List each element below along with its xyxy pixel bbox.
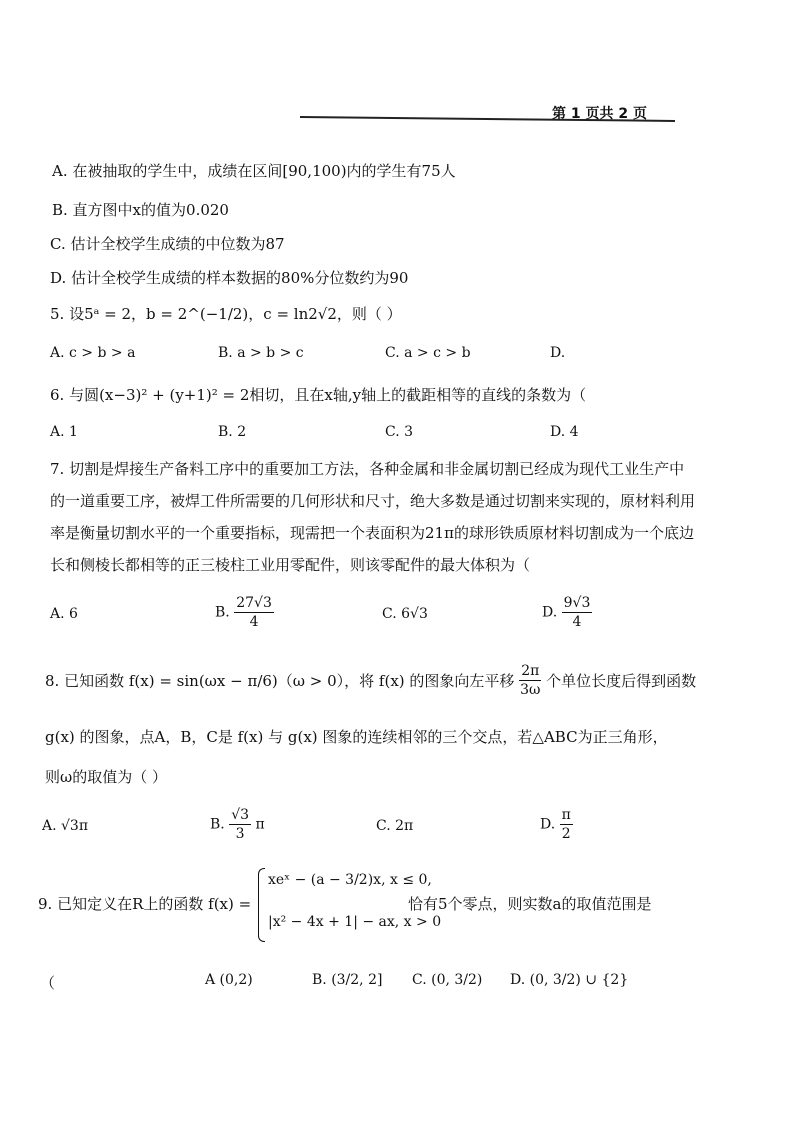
q7-option-d-label: D.: [542, 604, 558, 621]
q9-stem-b: 恰有5个零点，则实数a的取值范围是: [408, 895, 652, 913]
q8-option-a: A. √3π: [42, 818, 89, 834]
q6-stem: 6. 与圆(x−3)² + (y+1)² = 2相切，且在x轴,y轴上的截距相等的直线的条数为（: [50, 386, 587, 404]
q7-option-d-fraction: [562, 594, 593, 631]
q8-option-b-denominator: 3: [235, 826, 245, 842]
q8-line-1-part-a: 8. 已知函数 f(x) = sin(ωx − π/6)（ω > 0），将 f(x) 的图象向左平移: [45, 672, 515, 690]
q8-line-3: 则ω的取值为（ ）: [45, 768, 168, 786]
q5-option-d: D.: [550, 345, 566, 361]
q8-option-b-label: B.: [210, 816, 225, 833]
q4-option-c: C. 估计全校学生成绩的中位数为87: [50, 235, 285, 253]
q4-option-d: D. 估计全校学生成绩的样本数据的80%分位数约为90: [50, 269, 409, 287]
q6-option-c: C. 3: [385, 424, 414, 440]
q8-option-d: [540, 806, 573, 843]
q7-option-b-numerator: 27√3: [236, 595, 272, 611]
q7-option-b-label: B.: [215, 604, 230, 621]
q8-option-d-numerator: π: [561, 807, 571, 823]
q7-option-a: A. 6: [50, 606, 78, 622]
q9-piece-2: |x² − 4x + 1| − ax, x > 0: [268, 914, 442, 930]
q9-piece-1: xeˣ − (a − 3/2)x, x ≤ 0,: [268, 872, 432, 888]
q8-option-b-fraction: [229, 806, 251, 843]
q7-line-2: 的一道重要工序，被焊工件所需要的几何形状和尺寸，绝大多数是通过切割来实现的，原材料利用: [50, 492, 696, 510]
q8-line-2: g(x) 的图象，点A，B，C是 f(x) 与 g(x) 图象的连续相邻的三个交点，若△ABC为正三角形，: [45, 728, 668, 746]
q9-stem-a: 9. 已知定义在R上的函数 f(x) =: [38, 895, 252, 913]
q7-option-c: C. 6√3: [382, 606, 428, 622]
q7-option-d: [542, 594, 592, 631]
q7-option-b: [215, 594, 274, 631]
q7-option-d-numerator: 9√3: [563, 595, 591, 611]
q9-option-b: B. (3/2, 2]: [312, 972, 383, 988]
q4-option-b: B. 直方图中x的值为0.020: [52, 201, 229, 219]
q8-line-1: [45, 662, 696, 699]
q8-option-b-numerator: √3: [231, 807, 250, 823]
q7-line-1: 7. 切割是焊接生产备料工序中的重要加工方法，各种金属和非金属切割已经成为现代工业生产中: [50, 460, 685, 478]
q8-shift-denominator: 3ω: [520, 682, 541, 698]
q7-line-3: 率是衡量切割水平的一个重要指标，现需把一个表面积为21π的球形铁质原材料切割成为一个底边: [50, 524, 694, 542]
q8-line-1-part-b: 个单位长度后得到函数: [546, 672, 697, 690]
q9-paren: （: [40, 974, 56, 992]
q8-option-d-label: D.: [540, 816, 556, 833]
q8-shift-fraction: [519, 662, 541, 699]
q7-option-b-fraction: [234, 594, 274, 631]
q9-piecewise-brace: [258, 868, 265, 942]
q8-option-d-denominator: 2: [561, 826, 571, 842]
q4-option-a: A. 在被抽取的学生中，成绩在区间[90,100)内的学生有75人: [52, 162, 456, 180]
q6-option-b: B. 2: [218, 424, 247, 440]
q7-option-b-denominator: 4: [249, 614, 259, 630]
q5-option-b: B. a > b > c: [218, 345, 304, 361]
q8-option-d-fraction: [560, 806, 573, 843]
q5-option-c: C. a > c > b: [385, 345, 471, 361]
q7-line-4: 长和侧棱长都相等的正三棱柱工业用零配件，则该零配件的最大体积为（: [50, 556, 531, 574]
q9-option-d: D. (0, 3/2) ∪ {2}: [510, 972, 629, 988]
q8-option-b: [210, 806, 265, 843]
page-number: 第 1 页共 2 页: [552, 106, 647, 122]
q5-stem: 5. 设5ᵃ = 2，b = 2^(−1/2)，c = ln2√2，则（ ）: [50, 305, 402, 323]
q8-option-b-tail: π: [255, 816, 265, 833]
q6-option-d: D. 4: [550, 424, 579, 440]
q7-option-d-denominator: 4: [572, 614, 582, 630]
q6-option-a: A. 1: [50, 424, 78, 440]
q8-option-c: C. 2π: [376, 818, 414, 834]
q5-option-a: A. c > b > a: [50, 345, 136, 361]
q9-option-c: C. (0, 3/2): [412, 972, 483, 988]
q8-shift-numerator: 2π: [521, 663, 540, 679]
q9-option-a: A (0,2): [205, 972, 253, 988]
